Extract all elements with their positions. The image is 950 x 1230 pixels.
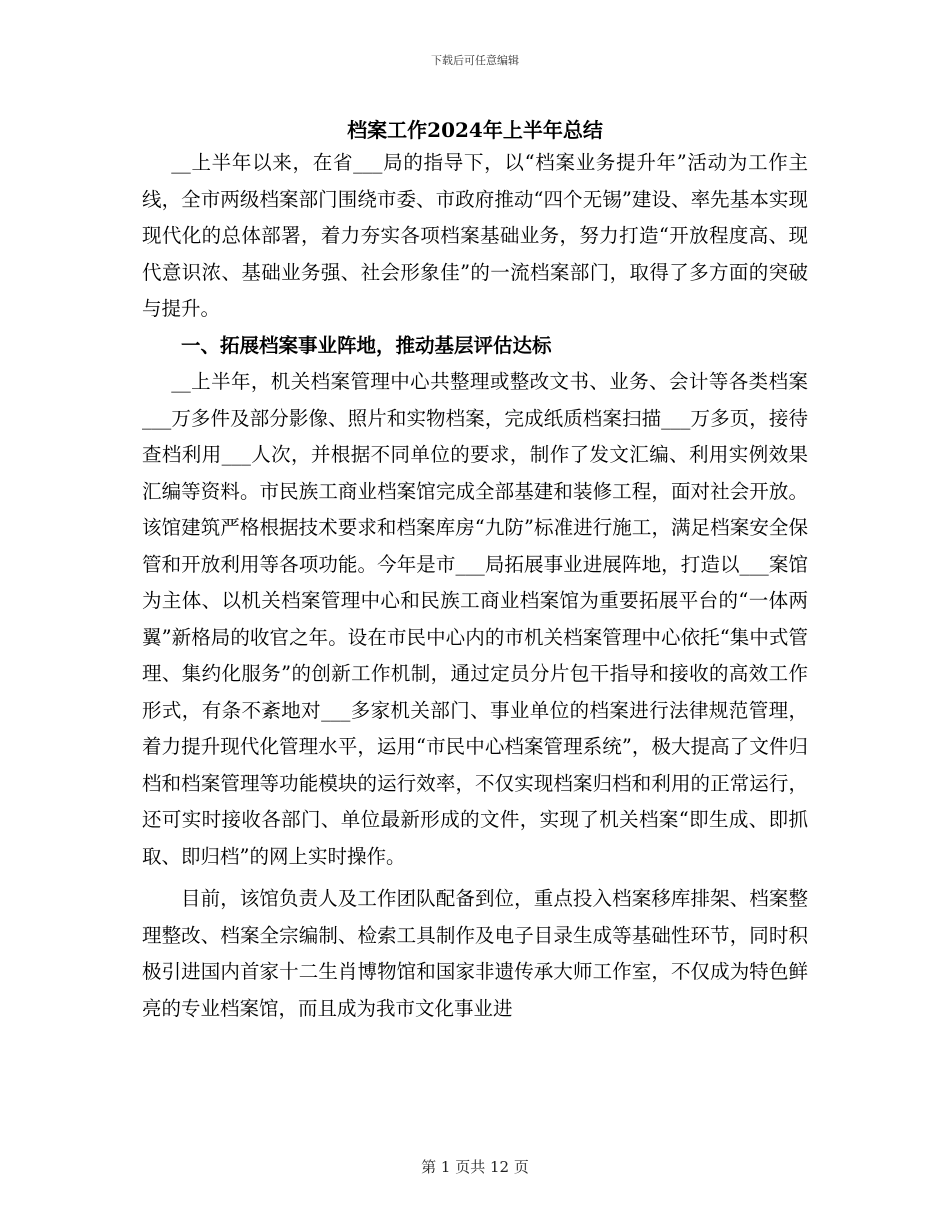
- paragraph-section-1: __上半年，机关档案管理中心共整理或整改文书、业务、会计等各类档案___万多件及部分影像、照片和实物档案，完成纸质档案扫描___万多页，接待查档利用___人次，并根据不同单位的要求，制作了发文汇编、利用实例效果汇编等资料。市民族工商业档案馆完成全部基建和装修工程，面对社会开放。该馆建筑严格根据技术要求和档案库房“九防”标准进行施工，满足档案安全保管和开放利用等各项功能。今年是市___局拓展事业进展阵地，打造以___案馆为主体、以机关档案管理中心和民族工商业档案馆为重要拓展平台的“一体两翼”新格局的收官之年。设在市民中心内的市机关档案管理中心依托“集中式管理、集约化服务”的创新工作机制，通过定员分片包干指导和接收的高效工作形式，有条不紊地对___多家机关部门、事业单位的档案进行法律规范管理，着力提升现代化管理水平，运用“市民中心档案管理系统”，极大提高了文件归档和档案管理等功能模块的运行效率，不仅实现档案归档和利用的正常运行，还可实时接收各部门、单位最新形成的文件，实现了机关档案“即生成、即抓取、即归档”的网上实时操作。: [142, 370, 808, 868]
- document-body: [142, 145, 808, 1027]
- section-heading-1: 一、拓展档案事业阵地，推动基层评估达标: [181, 333, 552, 357]
- paragraph-current-status: 目前，该馆负责人及工作团队配备到位，重点投入档案移库排架、档案整理整改、档案全宗编制、检索工具制作及电子目录生成等基础性环节，同时积极引进国内首家十二生肖博物馆和国家非遗传承大师工作室，不仅成为特色鲜亮的专业档案馆，而且成为我市文化事业进: [142, 887, 808, 1020]
- paragraph-intro: __上半年以来，在省___局的指导下，以“档案业务提升年”活动为工作主线，全市两级档案部门围绕市委、市政府推动“四个无锡”建设、率先基本实现现代化的总体部署，着力夯实各项档案基础业务，努力打造“开放程度高、现代意识浓、基础业务强、社会形象佳”的一流档案部门，取得了多方面的突破与提升。: [142, 151, 808, 320]
- page-number: 第 1 页共 12 页: [421, 1158, 529, 1176]
- header-note: 下载后可任意编辑: [431, 54, 519, 67]
- document-title: 档案工作2024年上半年总结: [347, 118, 603, 142]
